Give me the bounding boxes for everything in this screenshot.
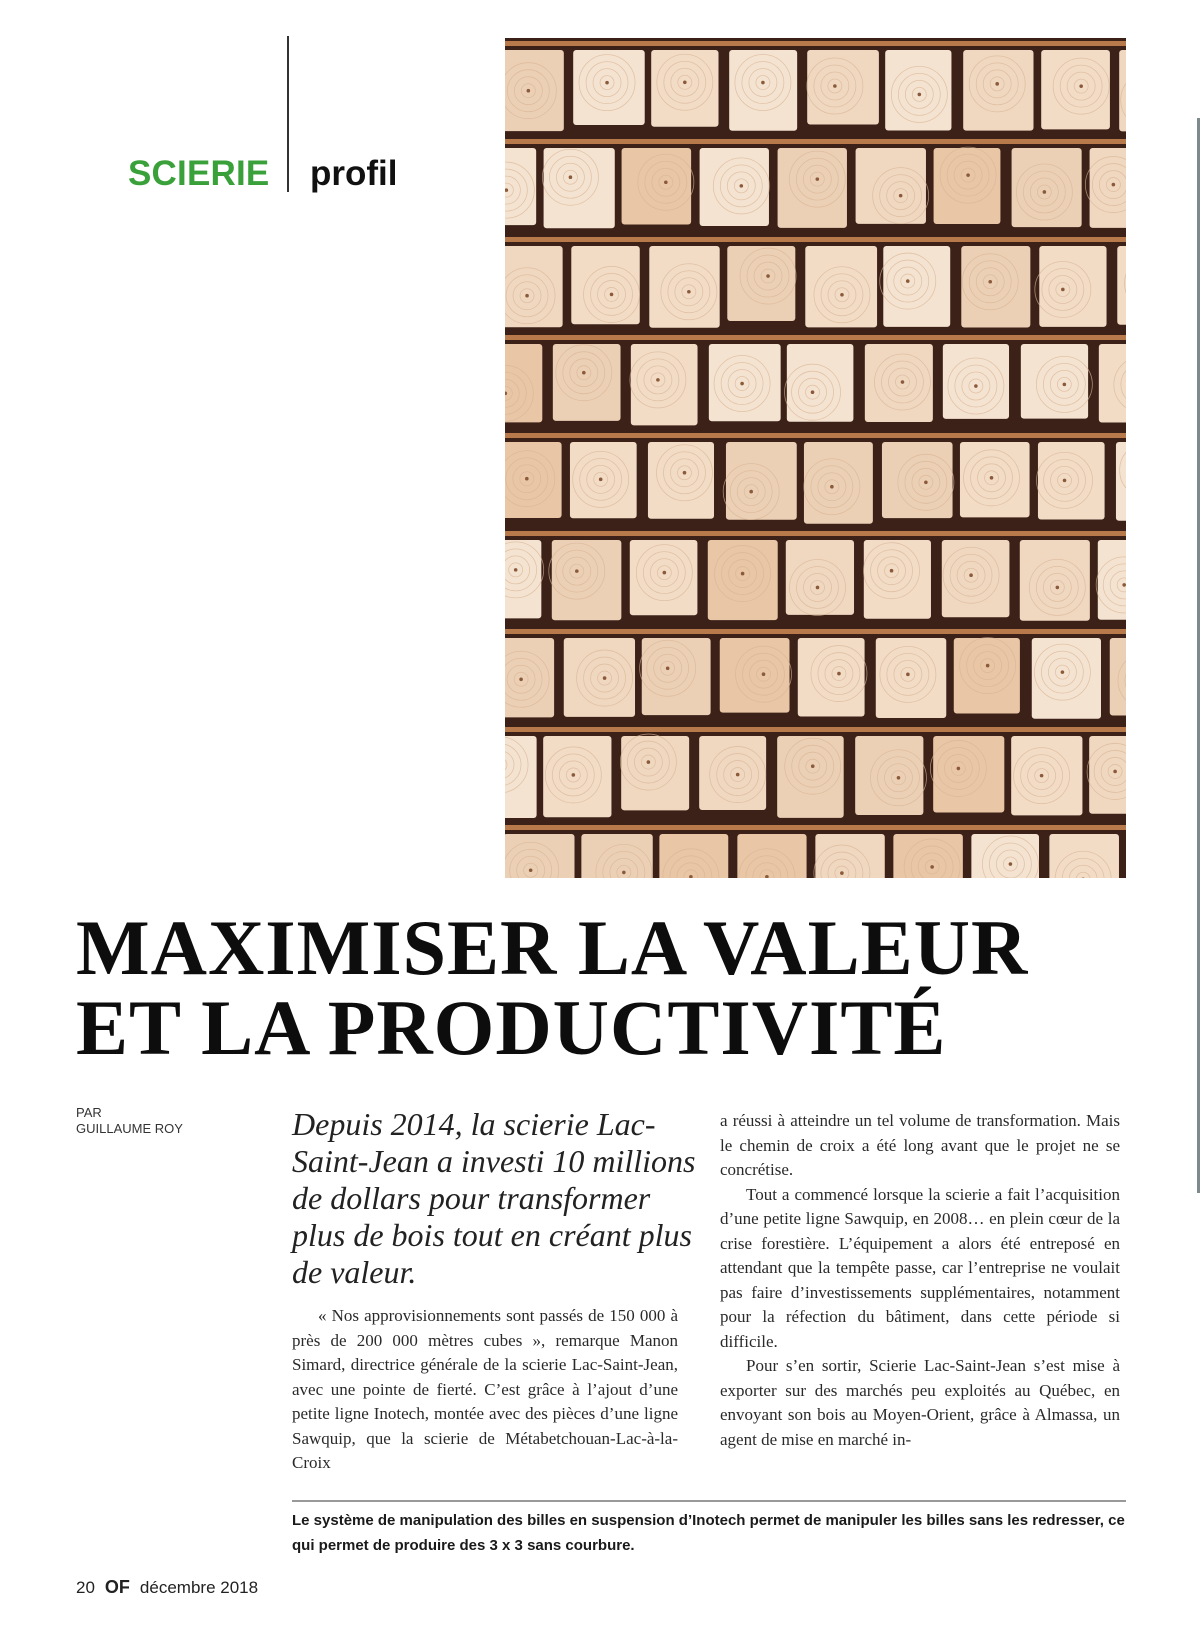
body-column-2 [720,1109,1120,1452]
photo-caption: Le système de manipulation des billes en suspension d’Inotech permet de manipuler les billes sans les redresser, ce qui permet de produire des 3 x 3 sans courbure. [292,1512,1125,1554]
article-headline: MAXIMISER LA VALEUR ET LA PRODUCTIVITÉ [76,904,1029,1071]
body-column-1 [292,1304,678,1476]
byline [76,1105,183,1137]
body-paragraph: Tout a commencé lorsque la scierie a fait l’acquisition d’une petite ligne Sawquip, en 2008… en plein cœur de la crise forestière. L’équipement a alors été entreposé en attendant que la tempête passe, car l’entreprise ne voulait pas faire d’investissements supplémentaires, notamment pour la réfection du bâtiment, dans cette période si difficile. [720,1184,1120,1351]
body-paragraph: « Nos approvisionnements sont passés de 150 000 à près de 200 000 mètres cubes », remarque Manon Simard, directrice générale de la scierie Lac-Saint-Jean, avec une pointe de fierté. C’est grâce à l’ajout d’une petite ligne Inotech, montée avec des pièces d’une ligne Sawquip, que la scierie de Métabetchouan-Lac-à-la-Croix [292,1306,678,1472]
page-number: 20 [76,1578,95,1597]
page-footer [76,1577,258,1598]
section-label: SCIERIE [128,154,270,193]
subsection-label: profil [310,154,398,193]
magazine-name: OF [104,1577,130,1597]
section-header [128,150,269,198]
issue-date: décembre 2018 [139,1578,259,1597]
byline-prefix: PAR [76,1105,102,1120]
caption-rule [292,1500,1126,1502]
section-divider [287,36,289,192]
byline-author: GUILLAUME ROY [76,1121,183,1136]
stacked-lumber-photo-icon [505,38,1126,878]
article-lede: Depuis 2014, la scierie Lac-Saint-Jean a investi 10 millions de dollars pour transformer plus de bois tout en créant plus de valeur. [292,1106,696,1290]
lumber-photo [505,38,1126,878]
body-paragraph-continuation: a réussi à atteindre un tel volume de transformation. Mais le chemin de croix a été long avant que le projet ne se concrétise. [720,1111,1120,1179]
body-paragraph: Pour s’en sortir, Scierie Lac-Saint-Jean s’est mise à exporter sur des marchés peu exploités au Québec, en envoyant son bois au Moyen-Orient, grâce à Almassa, un agent de mise en marché in- [720,1356,1120,1449]
